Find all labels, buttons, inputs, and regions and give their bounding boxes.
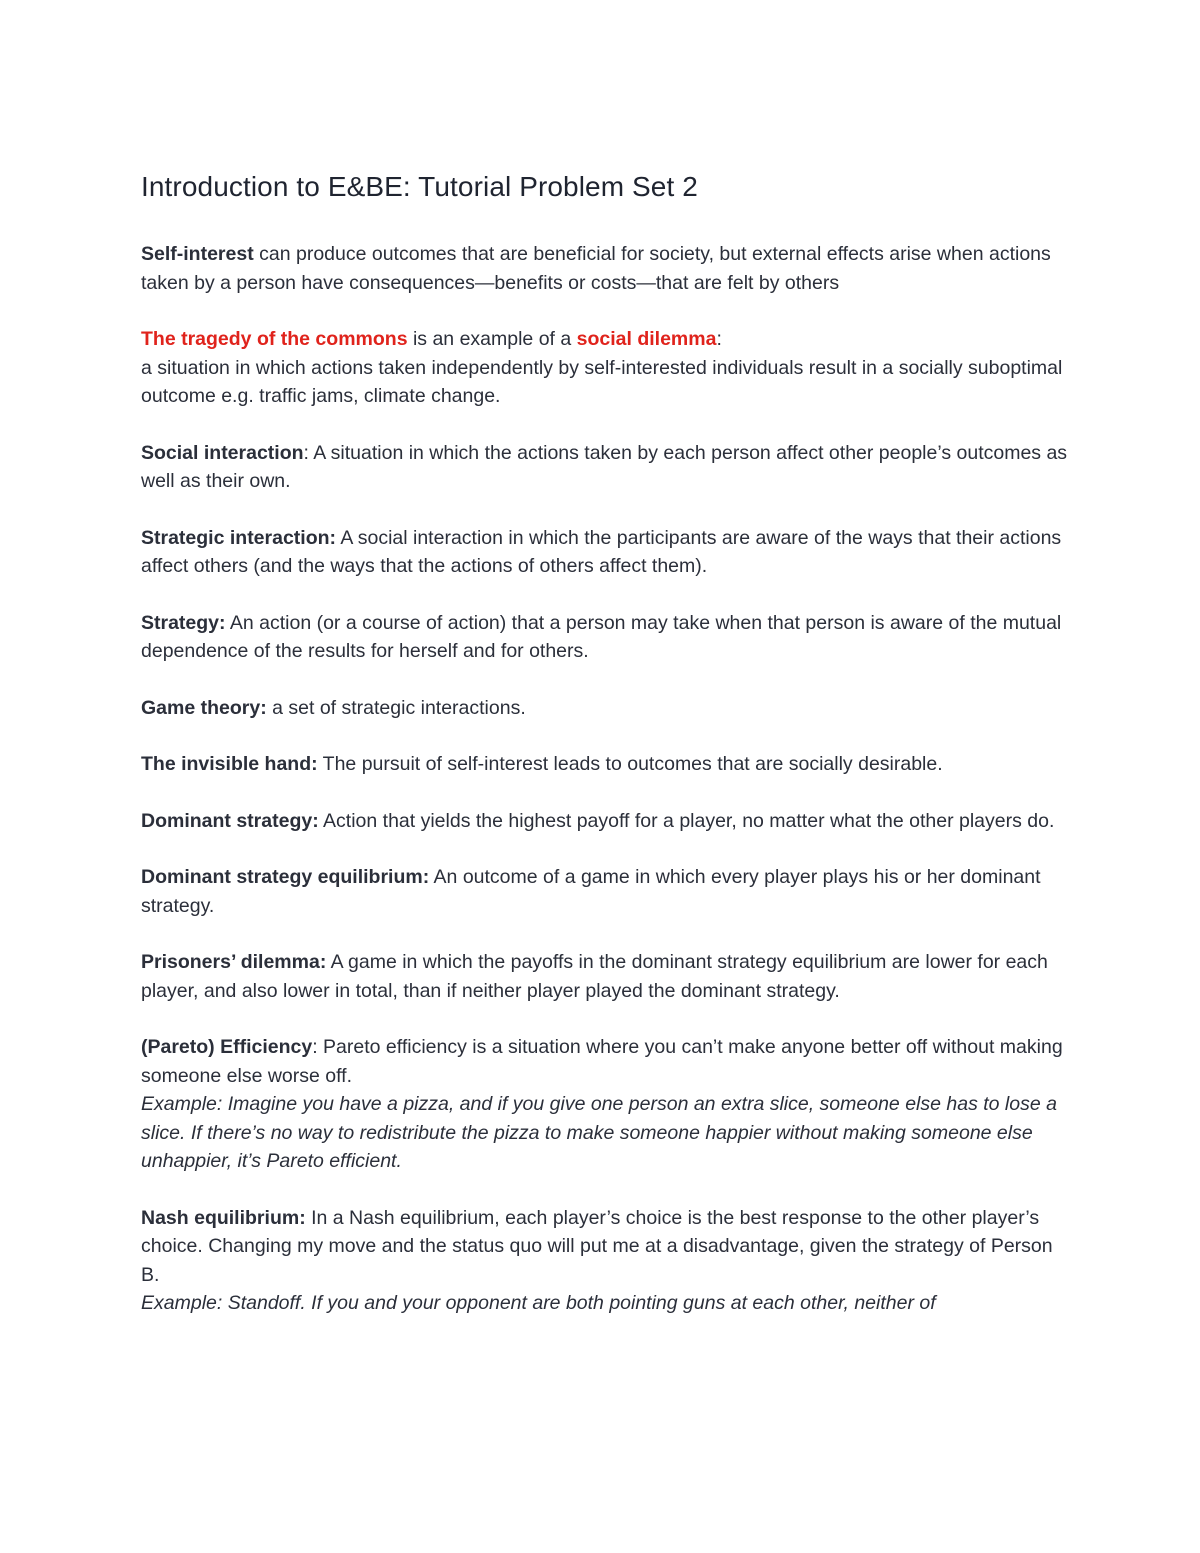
term-nash-equilibrium: Nash equilibrium:: [141, 1206, 306, 1229]
def-social-interaction: : A situation in which the actions taken by each person affect other people’s outcomes as well as their own.: [141, 441, 1068, 492]
para-invisible-hand: [141, 750, 1071, 779]
def-pareto-efficiency: : Pareto efficiency is a situation where you can’t make anyone better off without making someone else worse off.: [141, 1036, 1063, 1087]
para-social-interaction: [141, 439, 1071, 496]
para-pareto-efficiency: [141, 1033, 1071, 1176]
term-dominant-strategy: Dominant strategy:: [141, 809, 319, 832]
term-invisible-hand: The invisible hand:: [141, 753, 318, 775]
term-social-interaction: Social interaction: [141, 441, 304, 464]
def-prisoners-dilemma: A game in which the payoffs in the dominant strategy equilibrium are lower for each player, and also lower in total, than if neither player played the dominant strategy.: [141, 951, 1048, 1002]
document-page: [141, 168, 1071, 1346]
def-strategy: An action (or a course of action) that a person may take when that person is aware of the mutual dependence of the results for herself and for others.: [141, 611, 1062, 662]
term-strategic-interaction: Strategic interaction:: [141, 526, 337, 549]
example-nash-equilibrium: Example: Standoff. If you and your opponent are both pointing guns at each other, neither of: [141, 1292, 936, 1314]
term-social-dilemma: social dilemma: [576, 328, 717, 350]
para-strategic-interaction: [141, 524, 1071, 581]
para-dominant-strategy: [141, 807, 1071, 836]
para-game-theory: [141, 694, 1071, 723]
term-self-interest: Self-interest: [141, 243, 254, 265]
tragedy-mid-text: is an example of a: [407, 328, 577, 350]
def-dominant-strategy-equilibrium: An outcome of a game in which every player plays his or her dominant strategy.: [141, 866, 1041, 917]
para-strategy: [141, 609, 1071, 666]
para-dominant-strategy-equilibrium: [141, 863, 1071, 920]
def-game-theory: a set of strategic interactions.: [266, 696, 526, 719]
def-nash-equilibrium: In a Nash equilibrium, each player’s choice is the best response to the other player’s choice. Changing my move and the status quo will put me at a disadvantage, given the strategy of Person B.: [141, 1206, 1053, 1286]
term-tragedy-commons: The tragedy of the commons: [141, 328, 408, 350]
def-dominant-strategy: Action that yields the highest payoff for a player, no matter what the other players do.: [318, 809, 1055, 832]
def-invisible-hand: The pursuit of self-interest leads to outcomes that are socially desirable.: [317, 753, 943, 775]
def-strategic-interaction: A social interaction in which the participants are aware of the ways that their actions affect others (and the ways that the actions of others affect them).: [141, 526, 1062, 577]
para-prisoners-dilemma: [141, 948, 1071, 1005]
term-game-theory: Game theory:: [141, 696, 267, 719]
def-self-interest: can produce outcomes that are beneficial for society, but external effects arise when actions taken by a person have consequences—benefits or costs—that are felt by others: [141, 243, 1051, 294]
term-prisoners-dilemma: Prisoners’ dilemma:: [141, 951, 327, 973]
para-nash-equilibrium: [141, 1204, 1071, 1318]
para-tragedy-commons: [141, 325, 1071, 411]
example-pareto-efficiency: Example: Imagine you have a pizza, and if you give one person an extra slice, someone else has to lose a slice. If there’s no way to redistribute the pizza to make someone happier without making someone else unhappier, it’s Pareto efficient.: [141, 1093, 1057, 1172]
document-title: Introduction to E&BE: Tutorial Problem Set 2: [141, 171, 698, 202]
para-self-interest: [141, 240, 1071, 297]
term-strategy: Strategy:: [141, 611, 226, 634]
def-social-dilemma: a situation in which actions taken independently by self-interested individuals result in a socially suboptimal outcome e.g. traffic jams, climate change.: [141, 356, 1063, 407]
term-dominant-strategy-equilibrium: Dominant strategy equilibrium:: [141, 866, 430, 888]
tragedy-colon: :: [716, 328, 722, 350]
term-pareto-efficiency: (Pareto) Efficiency: [141, 1036, 313, 1058]
